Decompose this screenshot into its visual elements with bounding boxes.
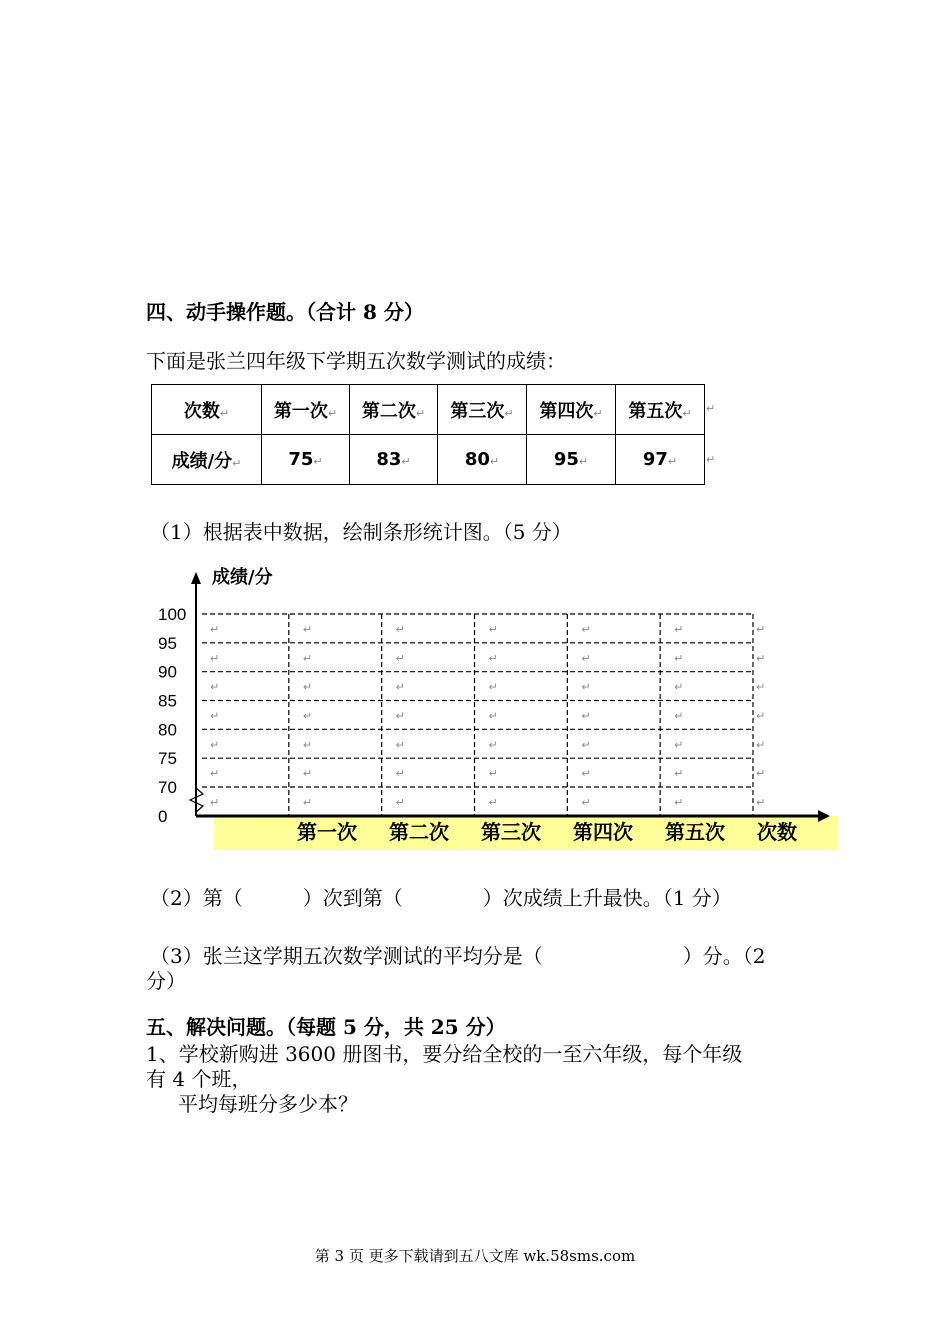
table-cell: 第一次↵ (262, 385, 350, 435)
question-2: （2）第（ ）次到第（ ）次成绩上升最快。（1 分） (150, 886, 732, 910)
y-tick-label: 80 (158, 720, 177, 740)
return-mark: ↵ (488, 767, 498, 781)
y-tick-label: 100 (158, 605, 187, 624)
section4-heading: 四、动手操作题。（合计 8 分） (146, 300, 424, 324)
return-mark: ↵ (210, 680, 220, 694)
return-mark: ↵ (581, 767, 591, 781)
section5-heading: 五、解决问题。（每题 5 分，共 25 分） (146, 1015, 506, 1039)
y-tick-label: 75 (158, 749, 177, 769)
question-3-line2: 分） (146, 969, 186, 993)
return-mark: ↵ (302, 738, 313, 752)
question-3-line1: （3）张兰这学期五次数学测试的平均分是（ ）分。（2 (150, 944, 766, 968)
y-tick-label: 85 (158, 691, 177, 711)
return-mark: ↵ (581, 680, 591, 694)
return-mark: ↵ (581, 623, 591, 636)
x-axis-title: 次数 (757, 820, 797, 844)
table-row-header (152, 385, 705, 435)
return-mark: ↵ (756, 738, 766, 752)
return-mark: ↵ (674, 651, 684, 665)
return-mark: ↵ (756, 709, 766, 723)
return-mark: ↵ (756, 796, 766, 809)
y-tick-label: 95 (158, 633, 177, 653)
table-cell: 83↵ (350, 435, 438, 485)
return-mark: ↵ (210, 709, 220, 723)
return-mark: ↵ (210, 738, 220, 752)
return-mark: ↵ (395, 738, 405, 752)
return-mark: ↵ (302, 680, 313, 694)
x-category-label: 第三次 (481, 820, 541, 844)
return-mark: ↵ (581, 738, 591, 752)
return-mark: ↵ (674, 738, 684, 752)
return-mark: ↵ (488, 623, 498, 636)
x-category-label: 第五次 (665, 820, 725, 844)
return-mark: ↵ (674, 623, 684, 636)
table-cell: 75↵ (262, 435, 350, 485)
return-mark: ↵ (581, 709, 591, 723)
table-cell: 第四次↵ (527, 385, 616, 435)
return-mark: ↵ (674, 680, 684, 694)
x-category-label: 第二次 (389, 820, 449, 844)
return-mark: ↵ (674, 767, 684, 781)
return-mark: ↵ (210, 767, 220, 781)
row-end-mark: ↵ (706, 402, 716, 415)
bar-chart-grid (0, 560, 950, 860)
table-cell: 成绩/分↵ (152, 435, 262, 485)
return-mark: ↵ (302, 623, 313, 636)
problem-1-line1: 1、学校新购进 3600 册图书，要分给全校的一至六年级，每个年级 (146, 1042, 743, 1066)
return-mark: ↵ (395, 623, 405, 636)
return-mark: ↵ (302, 651, 313, 665)
return-mark: ↵ (395, 796, 405, 809)
return-mark: ↵ (210, 651, 220, 665)
x-category-label: 第一次 (297, 820, 357, 844)
return-mark: ↵ (302, 709, 313, 723)
return-mark: ↵ (756, 767, 766, 781)
page-footer: 第 3 页 更多下载请到五八文库 wk.58sms.com (314, 1247, 636, 1265)
return-mark: ↵ (756, 651, 766, 665)
return-mark: ↵ (395, 767, 405, 781)
table-cell: 第二次↵ (350, 385, 438, 435)
table-cell: 第三次↵ (438, 385, 527, 435)
table-cell: 第五次↵ (616, 385, 705, 435)
return-mark: ↵ (674, 709, 684, 723)
return-mark: ↵ (210, 796, 220, 809)
question-1: （1）根据表中数据，绘制条形统计图。（5 分） (150, 520, 572, 544)
return-mark: ↵ (302, 796, 313, 809)
table-cell: 次数↵ (152, 385, 262, 435)
return-mark: ↵ (488, 738, 498, 752)
return-mark: ↵ (395, 680, 405, 694)
y-axis-arrow (191, 572, 201, 584)
y-axis-title: 成绩/分 (212, 567, 273, 588)
score-table (151, 384, 705, 485)
return-mark: ↵ (581, 796, 591, 809)
return-mark: ↵ (756, 623, 766, 636)
return-mark: ↵ (756, 680, 766, 694)
return-mark: ↵ (395, 709, 405, 723)
table-row-scores (152, 435, 705, 485)
return-mark: ↵ (488, 796, 498, 809)
row-end-mark: ↵ (706, 453, 716, 466)
y-tick-label: 70 (158, 778, 177, 797)
problem-1-line3: 平均每班分多少本？ (178, 1092, 358, 1116)
problem-1-line2: 有 4 个班， (146, 1067, 252, 1091)
return-mark: ↵ (581, 651, 591, 665)
y-tick-label: 0 (158, 807, 168, 826)
return-mark: ↵ (302, 767, 313, 781)
table-cell: 97↵ (616, 435, 705, 485)
table-cell: 80↵ (438, 435, 527, 485)
return-mark: ↵ (674, 796, 684, 809)
y-tick-label: 90 (158, 662, 177, 682)
return-mark: ↵ (488, 709, 498, 723)
return-mark: ↵ (395, 651, 405, 665)
return-mark: ↵ (488, 680, 498, 694)
return-mark: ↵ (210, 623, 220, 636)
x-category-label: 第四次 (573, 820, 633, 844)
table-cell: 95↵ (527, 435, 616, 485)
return-mark: ↵ (488, 651, 498, 665)
section4-intro: 下面是张兰四年级下学期五次数学测试的成绩： (146, 349, 566, 373)
